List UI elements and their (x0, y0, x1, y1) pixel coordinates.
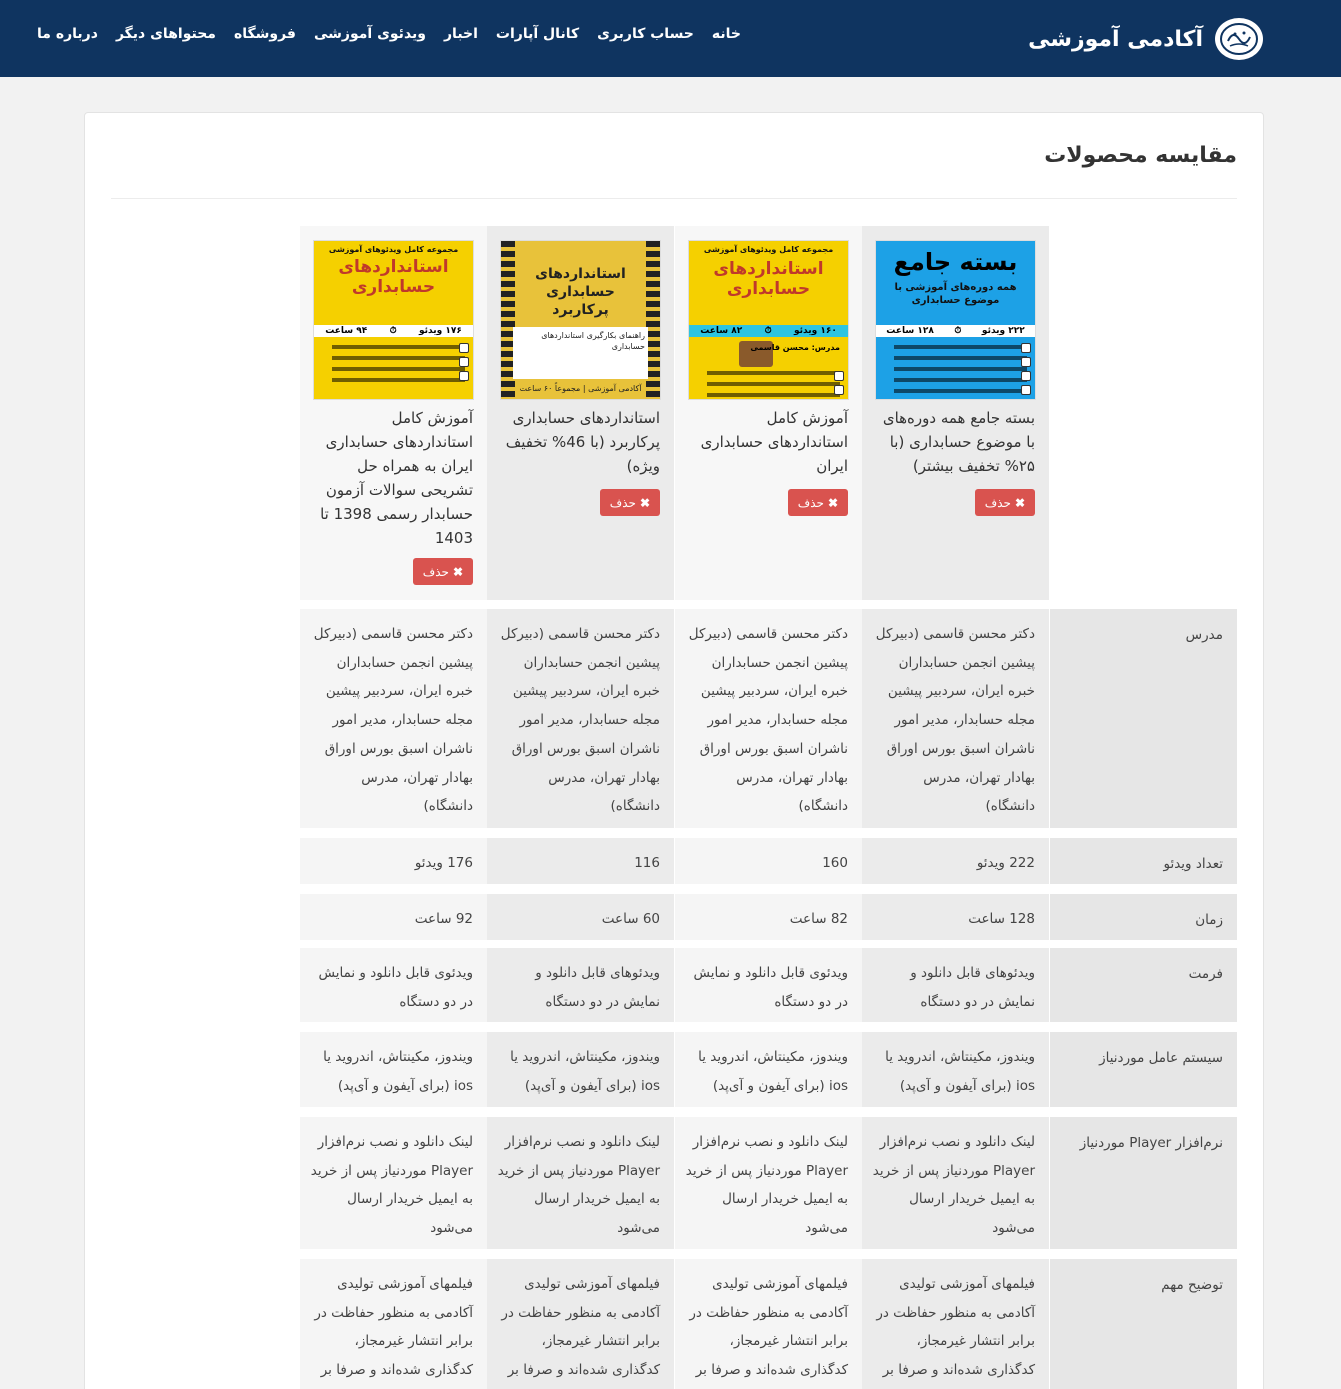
poster-subtitle: همه دوره‌های آموزشی با موضوع حسابداری (894, 282, 1017, 306)
compare-row-teacher (300, 609, 1237, 828)
delete-button[interactable] (788, 489, 848, 516)
table-cell: فیلمهای آموزشی تولیدی آکادمی به منظور حفاظت در برابر انتشار غیرمجاز، کدگذاری شده‌اند و صرفا بر (862, 1259, 1049, 1389)
product-column (675, 226, 862, 600)
delete-label: حذف (422, 564, 449, 579)
nav-item-other-content[interactable]: محتواهای دیگر (115, 26, 216, 42)
product-name[interactable]: آموزش کامل استانداردهای حسابداری ایران (700, 409, 848, 475)
product-column (300, 226, 487, 600)
academy-logo-icon (1215, 18, 1263, 60)
table-cell: 128 ساعت (862, 894, 1049, 940)
poster-videos: ۲۲۲ ویدئو (981, 326, 1025, 336)
poster-description: راهنمای بکارگیری استانداردهای حسابداری (513, 327, 648, 379)
delete-label: حذف (609, 495, 636, 510)
product-image[interactable] (500, 240, 661, 400)
poster-headline: استانداردهای حسابداری (713, 259, 824, 299)
table-cell: لینک دانلود و نصب نرم‌افزار Player موردنیاز پس از خرید به ایمیل خریدار ارسال می‌شود (300, 1117, 487, 1249)
poster-stats (314, 325, 473, 337)
row-label: تعداد ویدئو (1050, 838, 1237, 884)
table-cell: ویدئوی قابل دانلود و نمایش در دو دستگاه (300, 948, 487, 1022)
clock-icon: ⏱ (764, 326, 772, 336)
poster-headline: بسته جامع (893, 248, 1018, 276)
poster-footer: آکادمی آموزشی | مجموعاً ۶۰ ساعت (519, 384, 642, 393)
page-title: مقایسه محصولات (1044, 143, 1237, 168)
table-cell: 116 (487, 838, 674, 884)
poster-hours: ۸۲ ساعت (700, 326, 743, 336)
close-icon: ✖ (452, 564, 463, 579)
row-label: زمان (1050, 894, 1237, 940)
compare-row-format (300, 948, 1237, 1022)
nav-item-videos[interactable]: ویدئوی آموزشی (313, 26, 426, 42)
table-cell: 92 ساعت (300, 894, 487, 940)
table-cell: لینک دانلود و نصب نرم‌افزار Player موردنیاز پس از خرید به ایمیل خریدار ارسال می‌شود (487, 1117, 674, 1249)
table-cell: لینک دانلود و نصب نرم‌افزار Player موردنیاز پس از خرید به ایمیل خریدار ارسال می‌شود (862, 1117, 1049, 1249)
poster-stats (689, 325, 848, 337)
delete-label: حذف (984, 495, 1011, 510)
product-image[interactable] (688, 240, 849, 400)
product-name[interactable]: استانداردهای حسابداری پرکاربرد (با 46% تخفیف ویژه) (505, 409, 660, 475)
table-cell: 176 ویدئو (300, 838, 487, 884)
brand-title: آکادمی آموزشی (1028, 26, 1203, 52)
film-strip (646, 241, 660, 399)
poster-stats (876, 325, 1035, 337)
table-cell: ویندوز، مکینتاش، اندروید یا ios (برای آیفون و آی‌پد) (862, 1032, 1049, 1107)
nav-item-about[interactable]: درباره ما (37, 26, 98, 42)
poster-hours: ۹۴ ساعت (325, 326, 368, 336)
table-cell: فیلمهای آموزشی تولیدی آکادمی به منظور حفاظت در برابر انتشار غیرمجاز، کدگذاری شده‌اند و صرفا بر (487, 1259, 674, 1389)
compare-row-note (300, 1259, 1237, 1389)
close-icon: ✖ (827, 495, 838, 510)
row-label: مدرس (1050, 609, 1237, 828)
table-cell: ویندوز، مکینتاش، اندروید یا ios (برای آیفون و آی‌پد) (300, 1032, 487, 1107)
table-cell: ویدئوهای قابل دانلود و نمایش در دو دستگاه (862, 948, 1049, 1022)
poster-subtitle: مجموعه کامل ویدئوهای آموزشی (703, 245, 834, 254)
table-cell: دکتر محسن قاسمی (دبیرکل پیشین انجمن حسابداران خبره ایران، سردبیر پیشین مجله حسابدار، مدیر امور ناشران اسبق بورس اوراق بهادار تهران، مدرس دانشگاه) (862, 609, 1049, 828)
table-cell: 222 ویدئو (862, 838, 1049, 884)
compare-row-player (300, 1117, 1237, 1249)
row-label: نرم‌افزار Player موردنیاز (1050, 1117, 1237, 1249)
table-cell: ویندوز، مکینتاش، اندروید یا ios (برای آیفون و آی‌پد) (675, 1032, 862, 1107)
close-icon: ✖ (1014, 495, 1025, 510)
poster-subtitle: مجموعه کامل ویدئوهای آموزشی (328, 245, 459, 254)
poster-headline: استانداردهای حسابداری (338, 257, 449, 297)
poster-headline: استانداردهای حسابداری پرکاربرد (535, 266, 626, 318)
row-label: سیستم عامل موردنیاز (1050, 1032, 1237, 1107)
table-cell: دکتر محسن قاسمی (دبیرکل پیشین انجمن حسابداران خبره ایران، سردبیر پیشین مجله حسابدار، مدیر امور ناشران اسبق بورس اوراق بهادار تهران، مدرس دانشگاه) (300, 609, 487, 828)
nav-item-home[interactable]: خانه (711, 26, 741, 42)
poster-hours: ۱۲۸ ساعت (886, 326, 934, 336)
divider (111, 198, 1237, 199)
table-cell: فیلمهای آموزشی تولیدی آکادمی به منظور حفاظت در برابر انتشار غیرمجاز، کدگذاری شده‌اند و صرفا بر (675, 1259, 862, 1389)
delete-button[interactable] (600, 489, 660, 516)
nav-item-account[interactable]: حساب کاربری (597, 26, 694, 42)
clock-icon: ⏱ (389, 326, 397, 336)
compare-row-os (300, 1032, 1237, 1107)
top-navbar (0, 0, 1341, 77)
brand[interactable] (1028, 18, 1263, 60)
table-cell: دکتر محسن قاسمی (دبیرکل پیشین انجمن حسابداران خبره ایران، سردبیر پیشین مجله حسابدار، مدیر امور ناشران اسبق بورس اوراق بهادار تهران، مدرس دانشگاه) (675, 609, 862, 828)
product-image[interactable] (875, 240, 1036, 400)
poster-videos: ۱۶۰ ویدئو (794, 326, 837, 336)
delete-button[interactable] (975, 489, 1035, 516)
table-cell: لینک دانلود و نصب نرم‌افزار Player موردنیاز پس از خرید به ایمیل خریدار ارسال می‌شود (675, 1117, 862, 1249)
table-cell: فیلمهای آموزشی تولیدی آکادمی به منظور حفاظت در برابر انتشار غیرمجاز، کدگذاری شده‌اند و صرفا بر (300, 1259, 487, 1389)
table-cell: ویندوز، مکینتاش، اندروید یا ios (برای آیفون و آی‌پد) (487, 1032, 674, 1107)
nav-item-aparat[interactable]: کانال آپارات (495, 26, 580, 42)
clock-icon: ⏱ (954, 326, 962, 336)
table-cell: 82 ساعت (675, 894, 862, 940)
delete-button[interactable] (413, 558, 473, 585)
product-name[interactable]: آموزش کامل استانداردهای حسابداری ایران به همراه حل تشریحی سوالات آزمون حسابدار رسمی 1398 تا 1403 (320, 409, 473, 547)
product-column (487, 226, 674, 600)
table-cell: دکتر محسن قاسمی (دبیرکل پیشین انجمن حسابداران خبره ایران، سردبیر پیشین مجله حسابدار، مدیر امور ناشران اسبق بورس اوراق بهادار تهران، مدرس دانشگاه) (487, 609, 674, 828)
poster-teacher: مدرس: محسن قاسمی (750, 343, 840, 352)
product-column (862, 226, 1049, 600)
close-icon: ✖ (639, 495, 650, 510)
compare-row-video-count (300, 838, 1237, 884)
nav-item-news[interactable]: اخبار (444, 26, 478, 42)
table-cell: ویدئوهای قابل دانلود و نمایش در دو دستگاه (487, 948, 674, 1022)
table-cell: 160 (675, 838, 862, 884)
row-label: توضیح مهم (1050, 1259, 1237, 1389)
product-image[interactable] (313, 240, 474, 400)
delete-label: حذف (797, 495, 824, 510)
main-nav (37, 26, 741, 42)
table-cell: ویدئوی قابل دانلود و نمایش در دو دستگاه (675, 948, 862, 1022)
nav-item-shop[interactable]: فروشگاه (233, 26, 296, 42)
poster-videos: ۱۷۶ ویدئو (419, 326, 462, 336)
table-cell: 60 ساعت (487, 894, 674, 940)
compare-row-duration (300, 894, 1237, 940)
product-name[interactable]: بسته جامع همه دوره‌های با موضوع حسابداری (با ۲۵% تخفیف بیشتر) (882, 409, 1035, 475)
row-label: فرمت (1050, 948, 1237, 1022)
